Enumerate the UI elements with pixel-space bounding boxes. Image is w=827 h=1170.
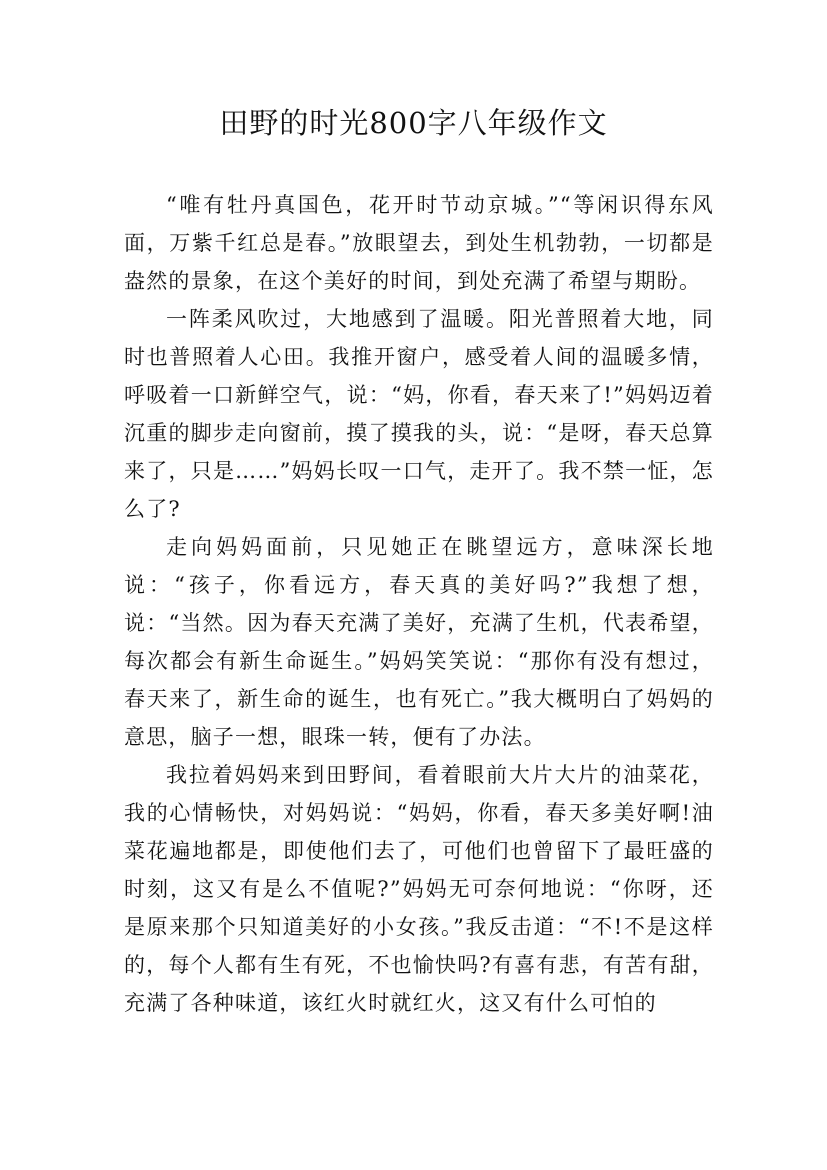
paragraph-3: 走向妈妈面前，只见她正在眺望远方，意味深长地说：“孩子，你看远方，春天真的美好吗?”我想了想，说：“当然。因为春天充满了美好，充满了生机，代表希望，每次都会有新生命诞生。”妈妈笑笑说：“那你有没有想过，春天来了，新生命的诞生，也有死亡。”我大概明白了妈妈的意思，脑子一想，眼珠一转，便有了办法。 <box>124 535 714 749</box>
document-title: 田野的时光800字八年级作文 <box>219 106 608 140</box>
paragraph-1: “唯有牡丹真国色，花开时节动京城。”“等闲识得东风面，万紫千红总是春。”放眼望去，到处生机勃勃，一切都是盎然的景象，在这个美好的时间，到处充满了希望与期盼。 <box>124 193 714 293</box>
paragraph-4: 我拉着妈妈来到田野间，看着眼前大片大片的油菜花，我的心情畅快，对妈妈说：“妈妈，你看，春天多美好啊!油菜花遍地都是，即使他们去了，可他们也曾留下了最旺盛的时刻，这又有是么不值呢?”妈妈无可奈何地说：“你呀，还是原来那个只知道美好的小女孩。”我反击道：“不!不是这样的，每个人都有生有死，不也愉快吗?有喜有悲，有苦有甜，充满了各种味道，该红火时就红火，这又有什么可怕的 <box>124 763 714 1015</box>
document-body <box>124 186 714 1022</box>
paragraph-2: 一阵柔风吹过，大地感到了温暖。阳光普照着大地，同时也普照着人心田。我推开窗户，感受着人间的温暖多情，呼吸着一口新鲜空气，说：“妈，你看，春天来了!”妈妈迈着沉重的脚步走向窗前，摸了摸我的头，说：“是呀，春天总算来了，只是……”妈妈长叹一口气，走开了。我不禁一怔，怎么了? <box>124 307 714 521</box>
